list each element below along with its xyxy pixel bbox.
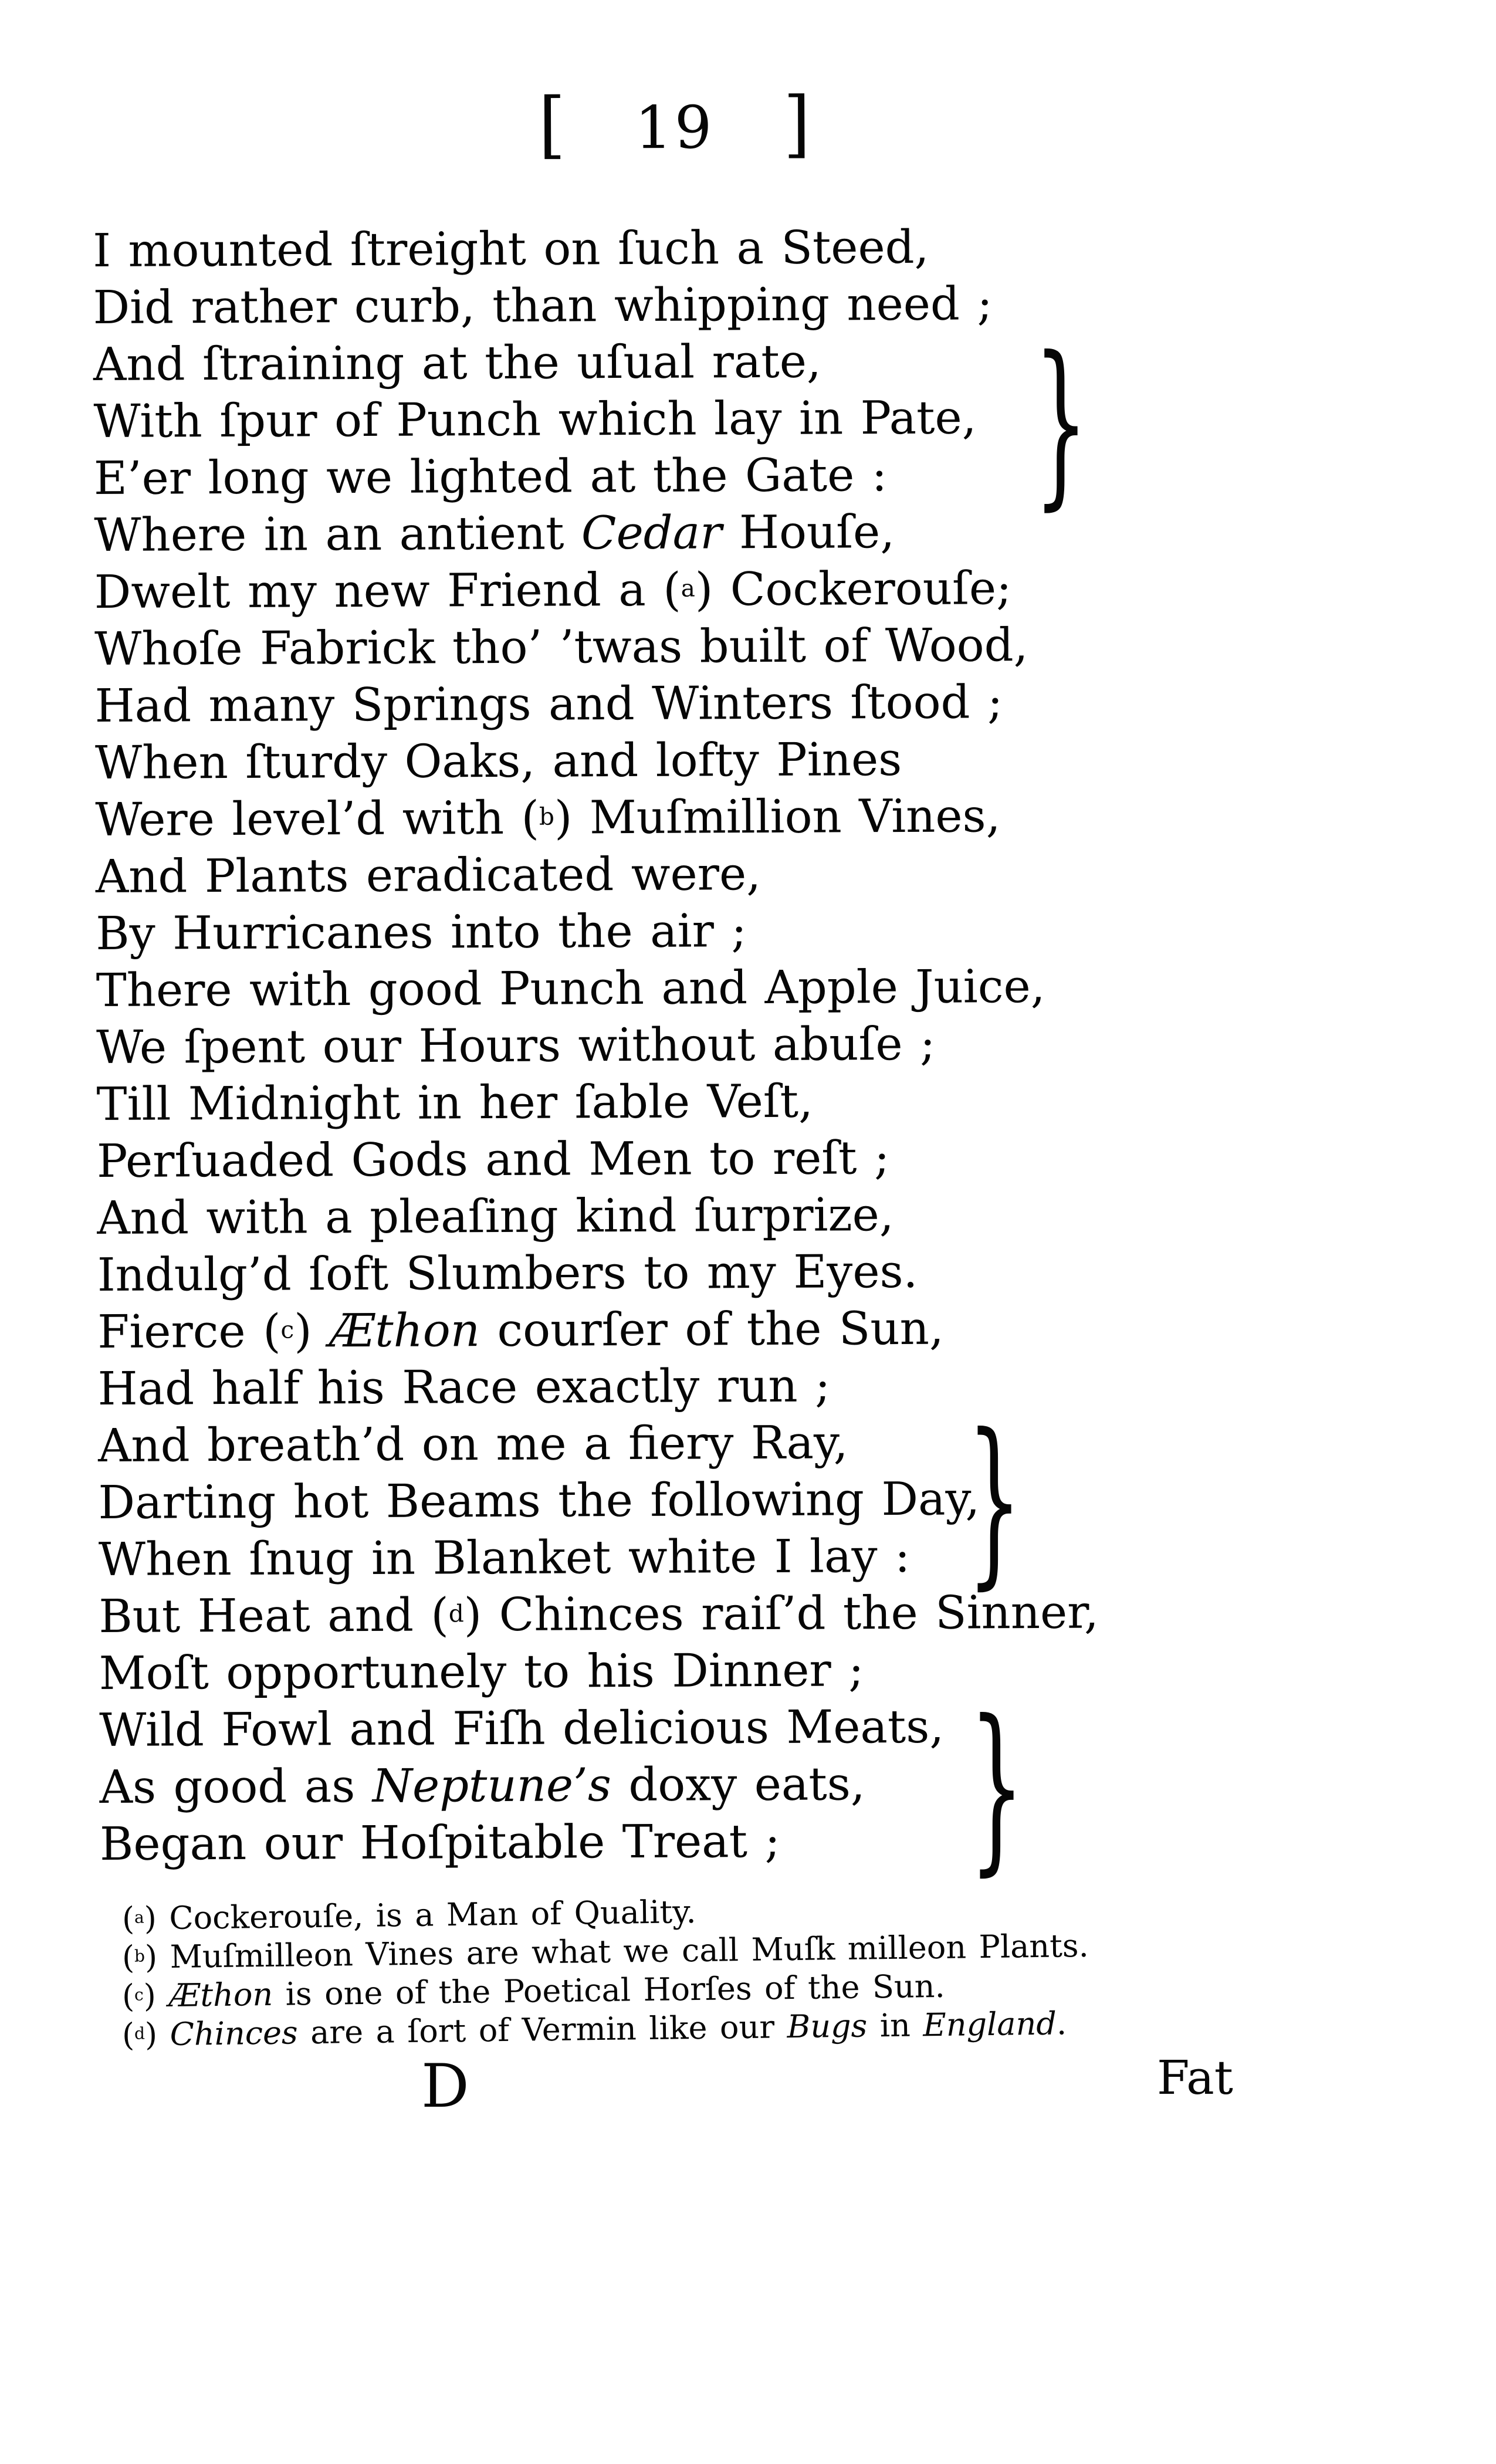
poem-line-15 — [96, 1016, 1096, 1077]
text-run: When ſnug in Blanket white I lay : — [98, 1529, 911, 1586]
note-reference-letter: a — [134, 1907, 145, 1928]
note-reference-letter: c — [280, 1315, 295, 1344]
note-reference-letter: d — [134, 2023, 145, 2044]
header-open-bracket: [ — [538, 82, 566, 167]
text-run: ( — [121, 1938, 135, 1976]
text-run: But Heat and ( — [99, 1589, 449, 1643]
poem-line-3 — [93, 333, 1094, 394]
italic-text-run: Chinces — [170, 2014, 299, 2053]
text-run: Whoſe Fabrick tho’ ’twas built of Wood, — [94, 619, 1028, 676]
italic-text-run: Cedar — [581, 506, 722, 560]
italic-text-run: England — [922, 2005, 1057, 2044]
text-run: courſer of the Sun, — [479, 1302, 944, 1358]
poem-line-5 — [94, 446, 1094, 507]
italic-text-run: Æthon — [329, 1304, 480, 1358]
text-run: are a ſort of Vermin like our — [297, 2008, 787, 2052]
poem-line-25 — [99, 1585, 1099, 1646]
text-run: Fierce ( — [97, 1305, 281, 1359]
poem-line-14 — [96, 959, 1096, 1020]
text-run: ( — [121, 1900, 135, 1937]
text-run: ) Chinces raiſ’d the Sinner, — [463, 1586, 1099, 1642]
note-reference-letter: a — [681, 574, 695, 603]
poem-line-17 — [97, 1129, 1097, 1190]
poem-line-24 — [99, 1528, 1099, 1589]
poem-line-20 — [97, 1300, 1098, 1361]
text-run: There with good Punch and Apple Juice, — [96, 960, 1045, 1017]
text-run: in — [867, 2006, 923, 2045]
text-run: As good as — [99, 1759, 373, 1814]
poem-line-6 — [94, 503, 1094, 564]
header-close-bracket: ] — [783, 80, 811, 166]
poem-line-10 — [95, 731, 1095, 792]
text-run: Had half his Race exactly run ; — [97, 1359, 831, 1416]
text-run: Dwelt my new Friend a ( — [94, 563, 681, 619]
page-number: 19 — [634, 93, 715, 163]
text-run: By Hurricanes into the air ; — [96, 905, 747, 960]
text-run: ) Muſmillion Vines, — [554, 790, 1001, 845]
poem-line-7 — [94, 560, 1095, 621]
poem-line-27 — [99, 1698, 1099, 1759]
catchword: Fat — [1157, 2050, 1233, 2105]
poem-line-4 — [93, 390, 1094, 451]
note-reference-letter: b — [539, 802, 555, 831]
poem-line-9 — [94, 674, 1095, 735]
poem-line-11 — [95, 788, 1095, 849]
poem-line-19 — [97, 1243, 1098, 1304]
text-run: Perſuaded Gods and Men to reſt ; — [96, 1132, 890, 1188]
poem-line-21 — [97, 1357, 1098, 1418]
text-run: ) Cockerouſe, is a Man of Quality. — [144, 1893, 697, 1937]
text-run: Moſt opportunely to his Dinner ; — [99, 1644, 864, 1700]
text-run: Indulg’d ſoft Slumbers to my Eyes. — [97, 1245, 918, 1302]
text-run: Began our Hoſpitable Treat ; — [99, 1815, 780, 1871]
text-run: . — [1056, 2005, 1067, 2042]
poem-line-2 — [93, 276, 1093, 337]
page-header — [538, 80, 811, 167]
poem-line-12 — [96, 845, 1096, 906]
italic-text-run: Æthon — [168, 1975, 273, 2015]
text-run: Darting hot Beams the following Day, — [98, 1473, 980, 1529]
footnotes-block — [121, 1893, 1089, 2055]
italic-text-run: Neptune’s — [372, 1759, 612, 1813]
italic-text-run: Bugs — [787, 2007, 868, 2046]
poem-line-18 — [97, 1186, 1097, 1247]
text-run: With ſpur of Punch which lay in Pate, — [93, 391, 977, 448]
text-run: Did rather curb, than whipping need ; — [93, 277, 993, 334]
text-run: Till Midnight in her ſable Veſt, — [96, 1075, 814, 1131]
poem-line-28 — [99, 1755, 1099, 1816]
text-run: Where in an antient — [94, 507, 582, 562]
note-reference-letter: b — [134, 1946, 145, 1967]
text-run: ) — [144, 2016, 170, 2053]
text-run: Were level’d with ( — [95, 791, 540, 847]
text-run: And with a pleaſing kind ſurprize, — [97, 1189, 894, 1245]
text-run: We ſpent our Hours without abuſe ; — [96, 1017, 936, 1074]
text-run: Houſe, — [722, 506, 895, 560]
text-run: is one of the Poetical Horſes of the Sun. — [272, 1967, 946, 2013]
text-run: ) — [294, 1305, 330, 1358]
text-run: E’er long we lighted at the Gate : — [93, 449, 888, 505]
text-run: I mounted ſtreight on ſuch a Steed, — [93, 221, 929, 277]
text-run: doxy eats, — [611, 1758, 865, 1812]
text-run: ) — [143, 1977, 169, 2015]
text-run: ( — [121, 2016, 135, 2053]
poem-line-23 — [98, 1471, 1098, 1532]
brace-glyph: } — [967, 1395, 1023, 1606]
text-run: ) Muſmilleon Vines are what we call Muſk milleon Plants. — [144, 1927, 1089, 1976]
poem-line-29 — [100, 1812, 1100, 1873]
text-run: Had many Springs and Winters ſtood ; — [94, 676, 1003, 733]
text-run: And ſtraining at the uſual rate, — [93, 335, 821, 391]
poem-line-22 — [98, 1414, 1098, 1475]
poem-line-26 — [99, 1641, 1099, 1703]
poem-line-1 — [93, 219, 1093, 280]
poem-line-13 — [96, 902, 1096, 963]
note-reference-letter: c — [134, 1985, 144, 2005]
note-reference-letter: d — [448, 1599, 464, 1627]
text-run: And Plants eradicated were, — [95, 848, 761, 903]
text-run: Wild Fowl and Fiſh delicious Meats, — [99, 1700, 945, 1757]
poem-text-block — [93, 219, 1100, 1892]
poem-line-16 — [96, 1072, 1096, 1133]
brace-glyph: } — [1034, 319, 1088, 526]
text-run: When ſturdy Oaks, and lofty Pines — [94, 733, 902, 790]
text-run: ) Cockerouſe; — [695, 562, 1012, 617]
brace-glyph: } — [969, 1681, 1025, 1892]
poem-line-8 — [94, 617, 1095, 678]
text-run: ( — [121, 1977, 135, 2015]
signature-mark: D — [421, 2052, 469, 2121]
text-run: And breath’d on me a fiery Ray, — [97, 1416, 848, 1473]
